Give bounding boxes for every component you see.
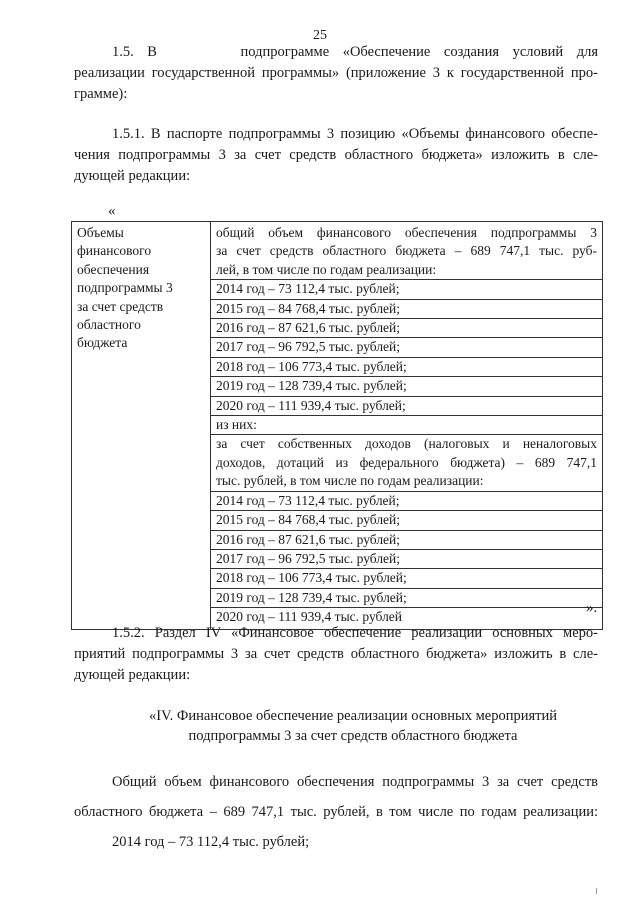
section-title [108, 706, 598, 746]
total-paragraph-line1: Общий объем финансового обеспечения подпрограммы 3 за счет средств [112, 774, 598, 790]
year-total-line: 2019 год – 128 739,4 тыс. рублей; [211, 377, 602, 396]
total-paragraph [74, 767, 598, 857]
section-title-line1: «IV. Финансовое обеспечение реализации основных мероприятий [148, 708, 557, 724]
paragraph-1-5-number: 1.5. В [112, 44, 157, 60]
paragraph-1-5-2-line2: приятий подпрограммы 3 за счет средств областного бюджета» изложить в сле- [74, 646, 598, 662]
paragraph-1-5-line2: реализации государственной программы» (приложение 3 к государственной про- [74, 65, 598, 81]
passport-row [72, 222, 603, 630]
own-funds-line: за счет собственных доходов (налоговых и неналоговых [216, 436, 597, 452]
label-line: обеспечения [77, 261, 150, 277]
paragraph-1-5-2 [74, 623, 598, 686]
paragraph-1-5-2-line3: дующей редакции: [74, 667, 191, 683]
closing-quote: ». [586, 600, 598, 616]
year-total-line: 2020 год – 111 939,4 тыс. рублей; [211, 397, 602, 416]
year-own-line: 2014 год – 73 112,4 тыс. рублей; [211, 492, 602, 511]
own-funds-line: доходов, дотаций из федерального бюджета) – 689 747,1 [216, 454, 597, 470]
label-line: финансового [77, 243, 152, 259]
total-paragraph-line2: областного бюджета – 689 747,1 тыс. рублей, в том числе по годам реализации: [74, 804, 598, 820]
paragraph-1-5-1-line1: 1.5.1. В паспорте подпрограммы 3 позицию «Объемы финансового обеспе- [112, 126, 598, 142]
year-own-line: 2019 год – 128 739,4 тыс. рублей; [211, 589, 602, 608]
total-paragraph-line3: 2014 год – 73 112,4 тыс. рублей; [112, 834, 310, 850]
year-own-line: 2020 год – 111 939,4 тыс. рублей [216, 609, 403, 625]
paragraph-1-5-line3: грамме): [74, 86, 128, 102]
passport-label-cell [72, 222, 211, 630]
year-total-line: 2017 год – 96 792,5 тыс. рублей; [211, 338, 602, 357]
label-line: Объемы [77, 225, 124, 240]
page-number: 25 [313, 28, 327, 43]
paragraph-1-5-line1: подпрограмме «Обеспечение создания условий для [240, 44, 598, 60]
label-line: за счет средств [77, 298, 164, 314]
label-line: бюджета [77, 335, 128, 351]
total-intro-line: лей, в том числе по годам реализации: [211, 261, 602, 280]
year-own-line: 2017 год – 96 792,5 тыс. рублей; [211, 550, 602, 569]
year-total-line: 2015 год – 84 768,4 тыс. рублей; [211, 300, 602, 319]
year-own-line: 2015 год – 84 768,4 тыс. рублей; [211, 511, 602, 530]
section-title-line2: подпрограммы 3 за счет средств областного бюджета [188, 728, 518, 744]
paragraph-1-5-1-line2: чения подпрограммы 3 за счет средств областного бюджета» изложить в сле- [74, 147, 598, 163]
paragraph-1-5-2-line1: 1.5.2. Раздел IV «Финансовое обеспечение реализации основных меро- [112, 625, 598, 641]
label-line: подпрограммы 3 [77, 280, 173, 296]
total-intro-line: за счет средств областного бюджета – 689 747,1 тыс. руб- [216, 243, 597, 259]
paragraph-1-5-1-line3: дующей редакции: [74, 168, 191, 184]
passport-value-cell [211, 222, 603, 630]
year-own-line: 2018 год – 106 773,4 тыс. рублей; [211, 569, 602, 588]
year-total-line: 2014 год – 73 112,4 тыс. рублей; [211, 280, 602, 299]
of-them-line: из них: [211, 416, 602, 435]
own-funds-line: тыс. рублей, в том числе по годам реализации: [211, 472, 602, 491]
label-line: областного [77, 317, 141, 333]
year-total-line: 2016 год – 87 621,6 тыс. рублей; [211, 319, 602, 338]
opening-quote: « [108, 203, 116, 219]
passport-table [71, 221, 603, 630]
scan-mark [596, 888, 597, 894]
year-total-line: 2018 год – 106 773,4 тыс. рублей; [211, 358, 602, 377]
year-own-line: 2016 год – 87 621,6 тыс. рублей; [211, 531, 602, 550]
paragraph-1-5-1 [74, 124, 598, 187]
paragraph-1-5 [74, 42, 598, 105]
total-intro-line: общий объем финансового обеспечения подпрограммы 3 [216, 225, 597, 240]
